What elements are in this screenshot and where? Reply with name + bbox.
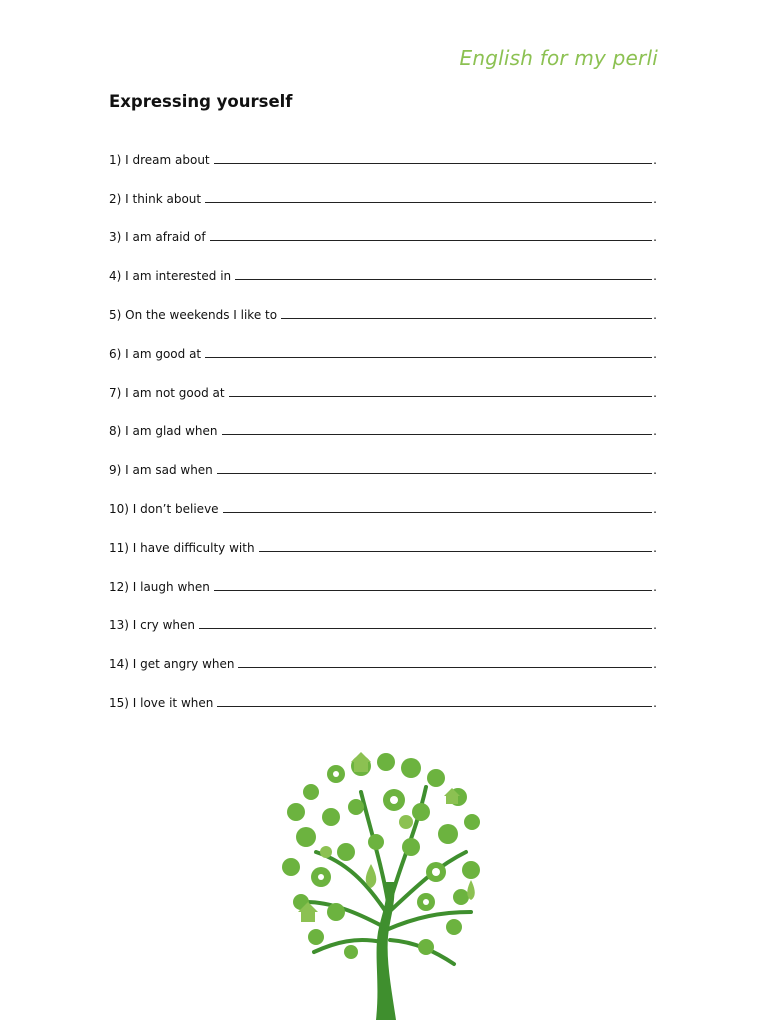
list-item [109,128,657,167]
answer-line[interactable] [205,357,652,358]
answer-line[interactable] [223,512,653,513]
end-punctuation: . [653,307,657,322]
prompt-label: 4) I am interested in [109,269,232,284]
end-punctuation: . [653,463,657,478]
prompt-label: 12) I laugh when [109,579,210,594]
end-punctuation: . [653,385,657,400]
answer-line[interactable] [214,163,653,164]
answer-line[interactable] [217,473,652,474]
answer-line[interactable] [238,667,652,668]
prompt-label: 13) I cry when [109,618,195,633]
page-title: Expressing yourself [109,92,293,111]
end-punctuation: . [653,346,657,361]
end-punctuation: . [653,540,657,555]
end-punctuation: . [653,618,657,633]
prompt-label: 15) I love it when [109,695,214,710]
list-item [109,671,657,710]
prompt-label: 10) I don’t believe [109,501,219,516]
list-item [109,167,657,206]
answer-line[interactable] [259,551,653,552]
prompt-list [109,128,657,710]
end-punctuation: . [653,695,657,710]
list-item [109,516,657,555]
end-punctuation: . [653,152,657,167]
list-item [109,322,657,361]
answer-line[interactable] [205,202,652,203]
list-item [109,555,657,594]
prompt-label: 14) I get angry when [109,657,235,672]
list-item [109,632,657,671]
prompt-label: 1) I dream about [109,152,210,167]
prompt-label: 3) I am afraid of [109,230,206,245]
list-item [109,594,657,633]
answer-line[interactable] [222,434,653,435]
prompt-label: 8) I am glad when [109,424,218,439]
end-punctuation: . [653,657,657,672]
answer-line[interactable] [281,318,652,319]
page-header: English for my perli [459,46,658,70]
list-item [109,438,657,477]
list-item [109,361,657,400]
answer-line[interactable] [210,240,653,241]
answer-line[interactable] [214,590,652,591]
answer-line[interactable] [217,706,652,707]
prompt-label: 5) On the weekends I like to [109,307,278,322]
end-punctuation: . [653,501,657,516]
eco-tree-icon [276,752,490,1020]
answer-line[interactable] [199,628,652,629]
answer-line[interactable] [229,396,653,397]
list-item [109,283,657,322]
prompt-label: 9) I am sad when [109,463,213,478]
end-punctuation: . [653,424,657,439]
prompt-label: 6) I am good at [109,346,202,361]
answer-line[interactable] [235,279,652,280]
prompt-label: 2) I think about [109,191,202,206]
end-punctuation: . [653,579,657,594]
end-punctuation: . [653,269,657,284]
prompt-label: 7) I am not good at [109,385,225,400]
list-item [109,206,657,245]
list-item [109,400,657,439]
prompt-label: 11) I have difficulty with [109,540,255,555]
end-punctuation: . [653,230,657,245]
end-punctuation: . [653,191,657,206]
list-item [109,477,657,516]
list-item [109,244,657,283]
